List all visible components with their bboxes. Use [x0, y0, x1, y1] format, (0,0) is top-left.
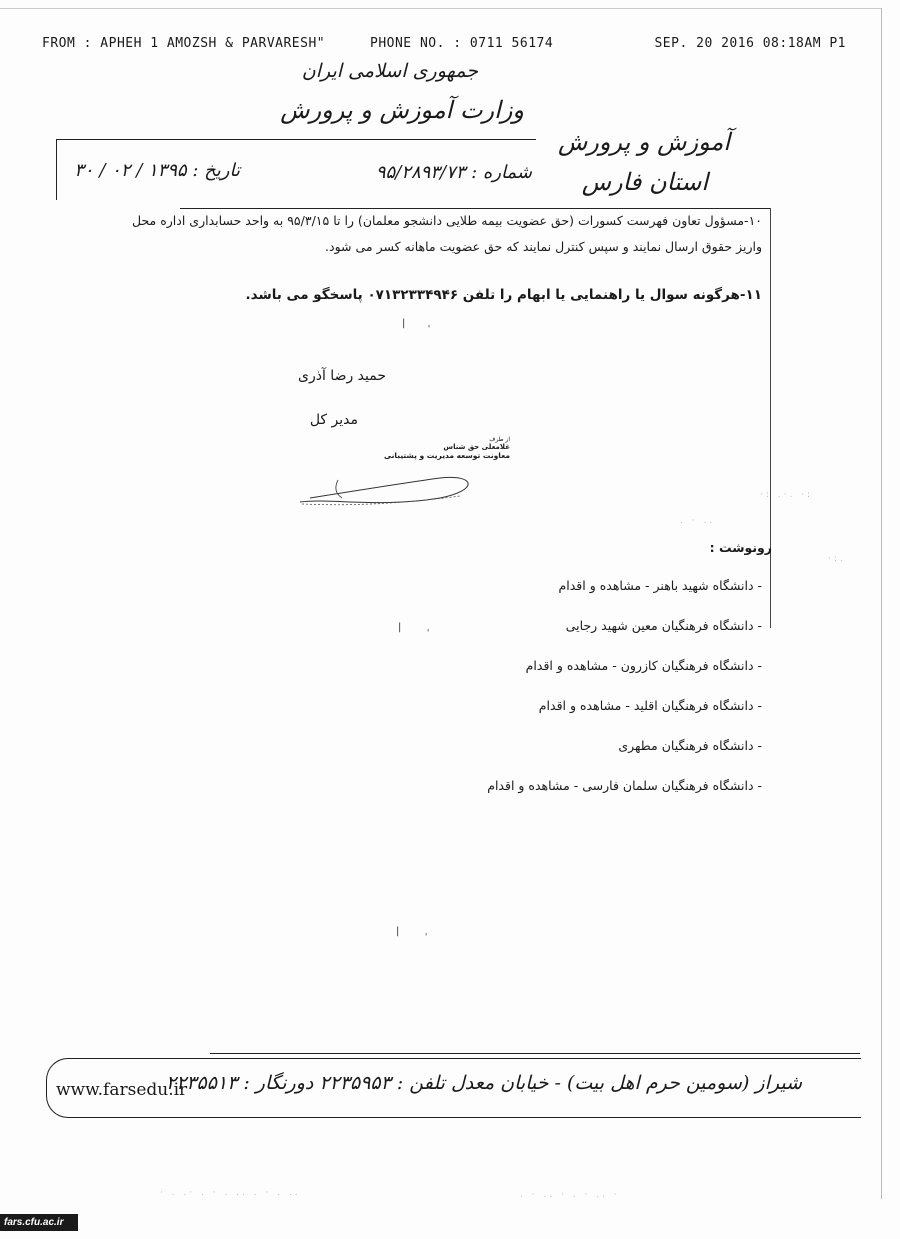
- fax-datetime: SEP. 20 2016 08:18AM P1: [654, 36, 846, 51]
- stamp-line-1: از طرف: [489, 436, 510, 443]
- letter-number-value: ۹۵/۲۸۹۳/۷۳: [375, 162, 466, 183]
- approval-stamp: [384, 436, 510, 460]
- frame-left-line: [56, 140, 57, 200]
- item-10-paragraph: ۱۰-مسؤول تعاون فهرست کسورات (حق عضویت بیمه طلایی دانشجو معلمان) را تا ۹۵/۳/۱۵ به واحد حسابداری اداره محل واریز حقوق ارسال نمایند و سپس کنترل نمایند که حق عضویت ماهانه کسر می شود.: [132, 213, 762, 254]
- letterhead-department: آموزش و پرورش: [557, 128, 730, 156]
- letterhead-province: استان فارس: [581, 168, 708, 196]
- scan-noise: ·:.: [828, 554, 846, 564]
- letter-number-label: شماره :: [471, 162, 532, 183]
- scan-mark: | ˌ: [402, 318, 431, 329]
- letter-date-label: تاریخ :: [192, 160, 240, 181]
- letter-number: [376, 162, 532, 183]
- cc-item: - دانشگاه فرهنگیان اقلید - مشاهده و اقدام: [538, 698, 762, 713]
- letterhead-republic: جمهوری اسلامی ایران: [301, 60, 478, 82]
- footer-address: شیراز (سومین حرم اهل بیت) - خیابان معدل تلفن : ۲۲۳۵۹۵۳ دورنگار : ۲۲۳۵۵۱۳: [165, 1072, 802, 1094]
- letter-date-value: ۱۳۹۵ / ۰۲ / ۳۰: [74, 160, 187, 181]
- scan-noise: · . .· . · . .. . · . ..: [160, 1188, 301, 1198]
- fax-phone: PHONE NO. : 0711 56174: [370, 36, 554, 51]
- scan-noise: . · ..: [680, 516, 716, 526]
- scan-noise: ·: .·. ·:: [760, 490, 814, 500]
- cc-title: رونوشت :: [709, 540, 772, 555]
- signer-title: مدیر کل: [309, 412, 358, 428]
- scan-mark: | ˌ: [398, 622, 430, 633]
- cc-item: - دانشگاه فرهنگیان مطهری: [618, 738, 762, 753]
- cc-item: - دانشگاه فرهنگیان کازرون - مشاهده و اقدام: [525, 658, 762, 673]
- cc-item: - دانشگاه فرهنگیان سلمان فارسی - مشاهده و اقدام: [487, 778, 762, 793]
- cc-item: - دانشگاه شهید باهنر - مشاهده و اقدام: [558, 578, 762, 593]
- footer-rule: [210, 1053, 860, 1054]
- fax-sender: FROM : APHEH 1 AMOZSH & PARVARESH": [42, 36, 326, 51]
- letter-date: [74, 160, 240, 181]
- signer-name: حمید رضا آذری: [298, 368, 386, 384]
- page-edge-top: [0, 8, 882, 9]
- scan-mark: | ˌ: [396, 926, 428, 937]
- site-badge: fars.cfu.ac.ir: [0, 1214, 78, 1231]
- handwritten-signature: [290, 468, 480, 514]
- letterhead-ministry: وزارت آموزش و پرورش: [280, 96, 524, 124]
- frame-top-line: [56, 139, 536, 140]
- stamp-line-3: معاونت توسعه مدیریت و پشتیبانی: [384, 451, 510, 460]
- item-11-paragraph: ۱۱-هرگونه سوال یا راهنمایی یا ابهام را تلفن ۰۷۱۳۲۳۳۴۹۴۶ پاسخگو می باشد.: [245, 287, 762, 303]
- stamp-line-2: غلامعلی حق شناس: [443, 443, 510, 451]
- cc-item: - دانشگاه فرهنگیان معین شهید رجایی: [565, 618, 762, 633]
- footer-website: www.farsedu.ir: [56, 1080, 188, 1100]
- body-right-line: [770, 208, 771, 628]
- page-edge-right: [881, 8, 882, 1199]
- scan-noise: . · .. · . · .. ·: [520, 1190, 620, 1200]
